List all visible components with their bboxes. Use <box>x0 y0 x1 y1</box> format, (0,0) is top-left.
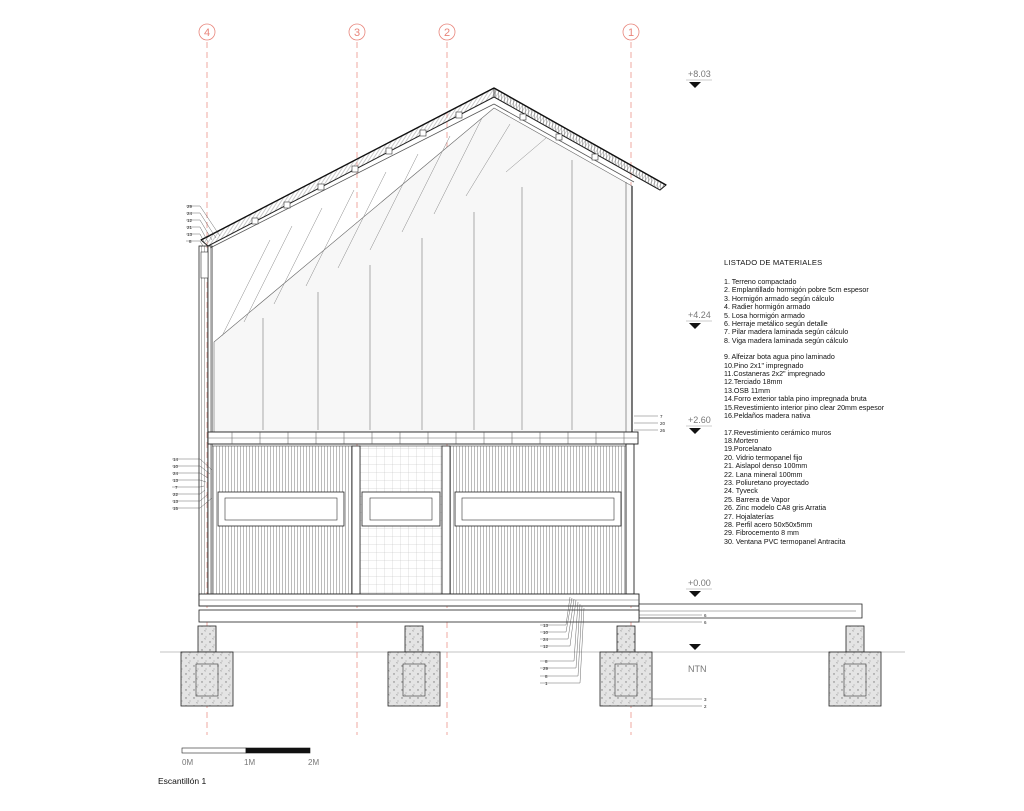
level-marker-icon <box>689 323 701 329</box>
window-left <box>218 492 344 526</box>
callout-number: 6 <box>704 620 707 625</box>
level-8-03 <box>686 69 712 88</box>
callout-number: 8 <box>545 674 548 679</box>
callout-number: 12 <box>543 644 549 649</box>
callout-number: 13 <box>173 478 179 483</box>
callout-number: 26 <box>660 428 666 433</box>
legend-item: 29. Fibrocemento 8 mm <box>724 529 799 538</box>
legend-item: 14.Forro exterior tabla pino impregnada bruta <box>724 395 867 404</box>
left-wall <box>199 246 212 596</box>
callout-number: 2 <box>704 704 707 709</box>
legend-item: 7. Pilar madera laminada según cálculo <box>724 328 849 337</box>
legend-group <box>724 278 1014 345</box>
callout-number: 7 <box>175 485 178 490</box>
legend-item: 4. Radier hormigón armado <box>724 303 811 312</box>
callout-number: 12 <box>187 218 193 223</box>
legend-item: 12.Terciado 18mm <box>724 378 783 387</box>
legend-item: 16.Peldaños madera nativa <box>724 412 811 421</box>
callout-number: 15 <box>173 506 179 511</box>
axis-label: 2 <box>443 27 451 39</box>
window-center <box>362 492 440 526</box>
scale-segment-black <box>246 748 310 753</box>
level-marker-icon <box>689 591 701 597</box>
callout-number: 22 <box>173 492 179 497</box>
legend-item: 1. Terreno compactado <box>724 278 797 286</box>
legend-item: 30. Ventana PVC termopanel Antracita <box>724 537 846 546</box>
legend-item: 20. Vidrio termopanel fijo <box>724 453 803 462</box>
foundations <box>181 626 881 706</box>
callout-number: 8 <box>189 239 192 244</box>
legend-item: 28. Perfil acero 50x50x5mm <box>724 520 813 529</box>
axis-label: 1 <box>627 27 635 39</box>
callout-number: 7 <box>660 414 663 419</box>
level-label: +4.24 <box>688 310 711 320</box>
callout-number: 20 <box>660 421 666 426</box>
callout-number: 24 <box>187 211 193 216</box>
callout-group-footing-right <box>652 699 702 706</box>
drawing-caption: Escantillón 1 <box>158 776 207 786</box>
level-0-00 <box>686 578 712 597</box>
callout-number: 29 <box>543 666 549 671</box>
scale-bar <box>182 748 319 767</box>
legend-item: 21. Aislapol denso 100mm <box>724 462 808 471</box>
footing <box>181 626 233 706</box>
legend-item: 8. Viga madera laminada según cálculo <box>724 336 849 345</box>
mezzanine-floor <box>208 432 638 444</box>
legend-item: 18.Mortero <box>724 436 759 445</box>
legend-group <box>724 353 1014 420</box>
legend-item: 9. Alfeizar bota agua pino laminado <box>724 353 835 362</box>
legend-title: LISTADO DE MATERIALES <box>724 258 823 267</box>
legend-item: 15.Revestimiento interior pino clear 20mm espesor <box>724 403 885 412</box>
legend-item: 13.OSB 11mm <box>724 386 770 395</box>
legend-item: 19.Porcelanato <box>724 445 772 454</box>
legend-group <box>724 429 1014 547</box>
footing <box>829 626 881 706</box>
callout-number: 10 <box>543 630 549 635</box>
legend-item: 24. Tyveck <box>724 487 758 496</box>
legend-item: 3. Hormigón armado según cálculo <box>724 294 835 303</box>
footing <box>388 626 440 706</box>
scale-label: 0M <box>182 758 194 767</box>
legend-item: 10.Pino 2x1" impregnado <box>724 361 804 370</box>
level-label: +2.60 <box>688 415 711 425</box>
level-4-24 <box>686 310 712 329</box>
callout-number: 3 <box>704 697 707 702</box>
legend-item: 27. Hojalaterías <box>724 512 774 521</box>
callout-number: 21 <box>187 225 193 230</box>
legend-item: 17.Revestimiento cerámico muros <box>724 428 832 437</box>
lower-floor <box>212 444 634 594</box>
materials-legend <box>724 258 1014 554</box>
callout-number: 24 <box>173 471 179 476</box>
ground-level <box>160 644 905 674</box>
axis-label: 3 <box>353 27 361 39</box>
legend-item: 5. Losa hormigón armado <box>724 311 805 320</box>
legend-item: 25. Barrera de Vapor <box>724 495 790 504</box>
legend-item: 22. Lana mineral 100mm <box>724 470 803 479</box>
callout-number: 6 <box>704 613 707 618</box>
level-marker-icon <box>689 428 701 434</box>
legend-item: 2. Emplantillado hormigón pobre 5cm espesor <box>724 286 869 295</box>
callout-number: 24 <box>543 637 549 642</box>
callout-number: 29 <box>187 204 193 209</box>
callout-number: 1 <box>545 681 548 686</box>
level-2-60 <box>686 415 712 434</box>
level-marker-icon <box>689 82 701 88</box>
legend-item: 23. Poliuretano proyectado <box>724 478 809 487</box>
callout-number: 10 <box>173 464 179 469</box>
legend-item: 11.Costaneras 2x2" impregnado <box>724 370 825 379</box>
scale-label: 2M <box>308 758 320 767</box>
floor-slab <box>199 594 862 622</box>
footing <box>600 626 652 706</box>
legend-item: 6. Herraje metálico según detalle <box>724 320 828 329</box>
callout-group-wall-right <box>634 416 658 430</box>
window-right <box>455 492 621 526</box>
callout-number: 13 <box>173 499 179 504</box>
legend-item: 26. Zinc modelo CA8 gris Arratia <box>724 504 827 513</box>
callout-number: 14 <box>173 457 179 462</box>
axis-label: 4 <box>203 27 211 39</box>
callout-number: 13 <box>187 232 193 237</box>
scale-segment-white <box>182 748 246 753</box>
level-marker-icon <box>689 644 701 650</box>
callout-number: 8 <box>545 659 548 664</box>
level-label: +0.00 <box>688 578 711 588</box>
scale-label: 1M <box>244 758 256 767</box>
gable-wall <box>214 108 632 432</box>
ground-level-label: NTN <box>688 664 707 674</box>
callout-number: 13 <box>543 623 549 628</box>
level-label: +8.03 <box>688 69 711 79</box>
